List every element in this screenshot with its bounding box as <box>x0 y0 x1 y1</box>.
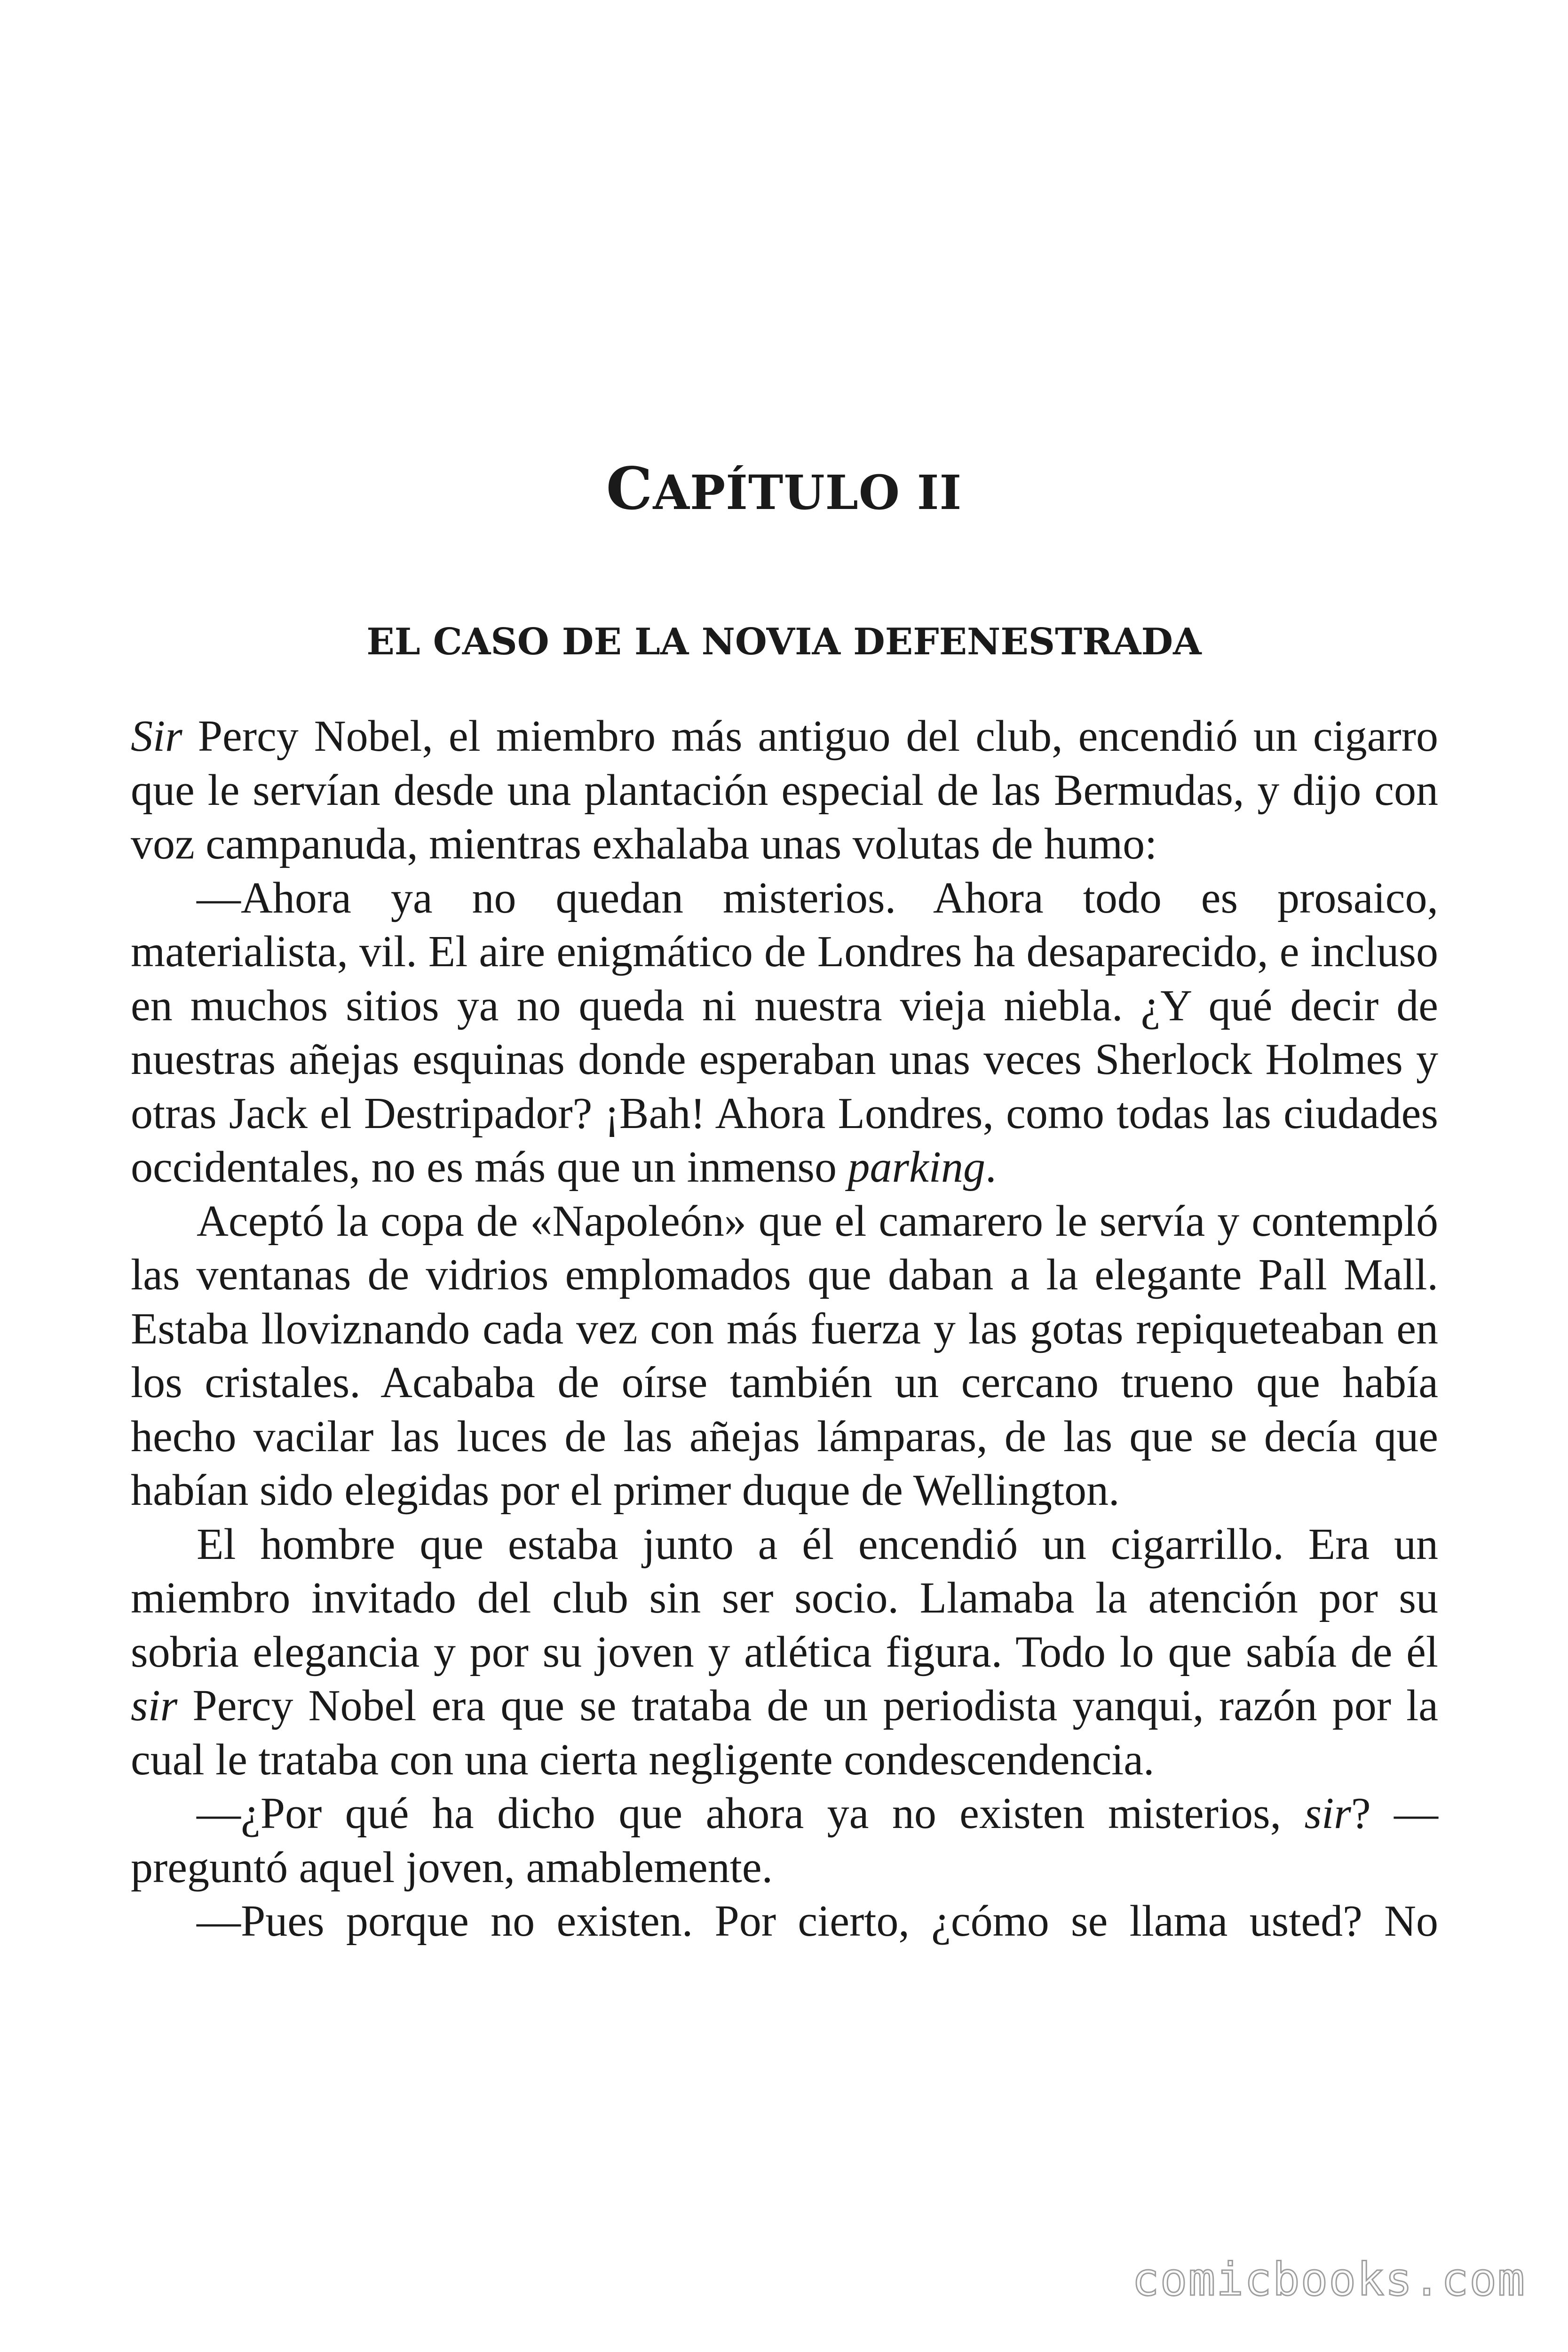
paragraph-1 <box>131 709 1438 871</box>
paragraph-4-italic-word: sir <box>131 1681 178 1730</box>
paragraph-6-text: —Pues porque no existen. Por cierto, ¿cómo se llama usted? No <box>197 1897 1438 1946</box>
paragraph-6 <box>131 1894 1438 1948</box>
paragraph-4-text-after: Percy Nobel era que se trataba de un periodista yanqui, razón por la cual le trataba con una cierta negligente condescendencia. <box>131 1681 1438 1784</box>
paragraph-2-tail: . <box>985 1143 997 1192</box>
paragraph-5 <box>131 1787 1438 1894</box>
paragraph-2 <box>131 871 1438 1194</box>
chapter-title-initial: C <box>606 455 653 523</box>
chapter-title <box>0 452 1568 530</box>
paragraph-2-italic-word: parking <box>847 1143 985 1192</box>
paragraph-1-italic-lead: Sir <box>131 712 182 761</box>
watermark: comicbooks.com <box>1132 2253 1526 2306</box>
paragraph-4-text-before: El hombre que estaba junto a él encendió un cigarrillo. Era un miembro invitado del club sin ser socio. Llamaba la atención por su sobria elegancia y por su joven y atlética figura. Todo lo que sabía de él <box>131 1519 1438 1677</box>
paragraph-5-text-before: —¿Por qué ha dicho que ahora ya no existen misterios, <box>197 1789 1305 1838</box>
paragraph-5-text-after: ? —preguntó aquel joven, amablemente. <box>131 1789 1438 1892</box>
paragraph-1-text: Percy Nobel, el miembro más antiguo del club, encendió un cigarro que le servían desde una plantación especial de las Bermudas, y dijo con voz campanuda, mientras exhalaba unas volutas de humo: <box>131 712 1438 868</box>
chapter-body <box>131 709 1438 1948</box>
paragraph-3 <box>131 1194 1438 1518</box>
paragraph-3-text: Aceptó la copa de «Napoleón» que el camarero le servía y contempló las ventanas de vidrios emplomados que daban a la elegante Pall Mall. Estaba lloviznando cada vez con más fuerza y las gotas repiqueteaban en los cristales. Acababa de oírse también un cercano trueno que había hecho vacilar las luces de las añejas lámparas, de las que se decía que habían sido elegidas por el primer duque de Wellington. <box>131 1196 1438 1515</box>
chapter-title-rest: APÍTULO II <box>653 465 962 520</box>
paragraph-5-italic-word: sir <box>1304 1789 1351 1838</box>
chapter-subtitle: EL CASO DE LA NOVIA DEFENESTRADA <box>366 620 1202 663</box>
paragraph-4 <box>131 1518 1438 1787</box>
paragraph-2-text: —Ahora ya no quedan misterios. Ahora todo es prosaico, materialista, vil. El aire enigmático de Londres ha desaparecido, e incluso en muchos sitios ya no queda ni nuestra vieja niebla. ¿Y qué decir de nuestras añejas esquinas donde esperaban unas veces Sherlock Holmes y otras Jack el Destripador? ¡Bah! Ahora Londres, como todas las ciudades occidentales, no es más que un inmenso <box>131 873 1438 1192</box>
